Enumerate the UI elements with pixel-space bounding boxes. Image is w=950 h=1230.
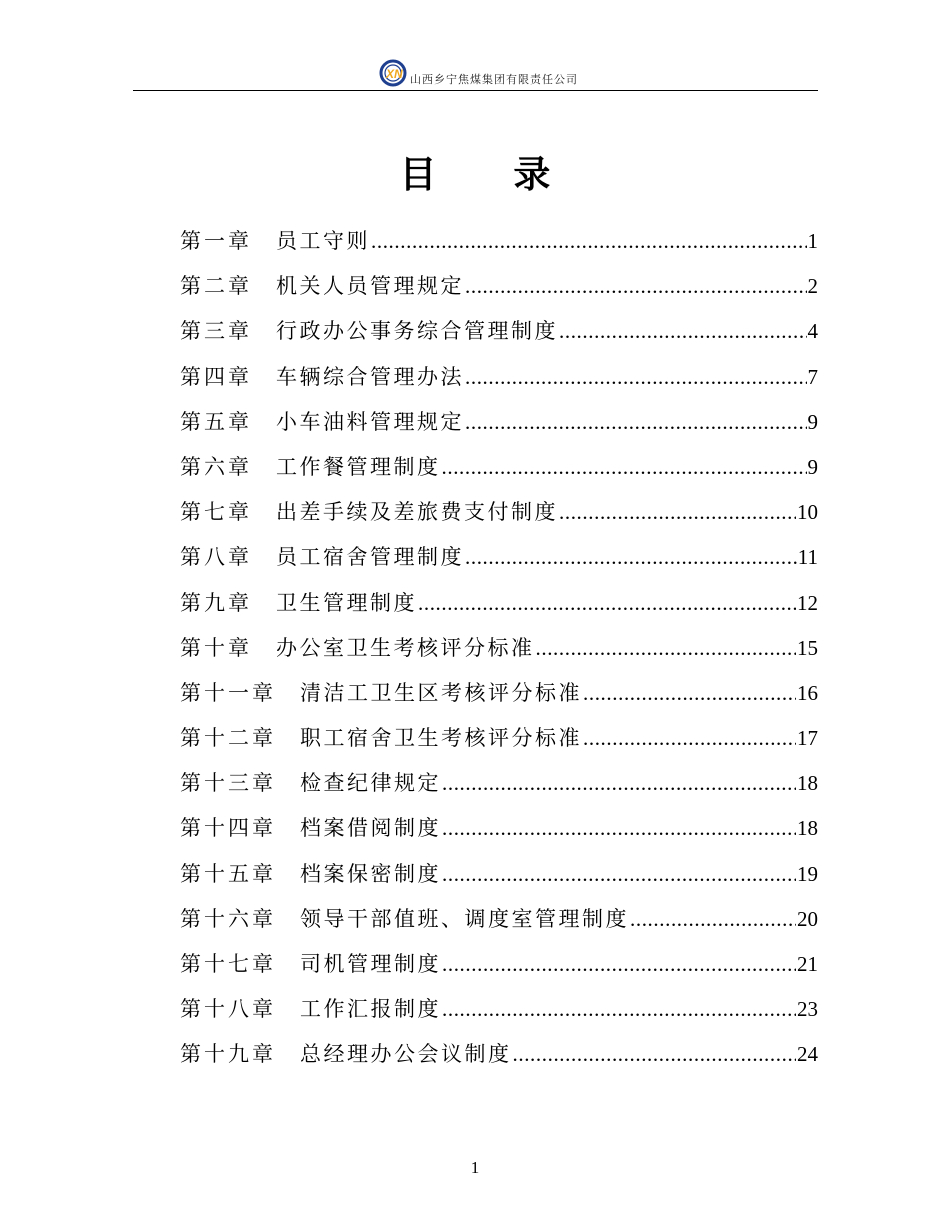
toc-dot-leader bbox=[465, 267, 807, 305]
toc-chapter-number: 第十二章 bbox=[180, 726, 276, 751]
toc-entry[interactable] bbox=[180, 538, 818, 583]
toc-entry[interactable] bbox=[180, 403, 818, 448]
toc-entry[interactable] bbox=[180, 267, 818, 312]
toc-chapter-title: 行政办公事务综合管理制度 bbox=[276, 319, 558, 344]
toc-entry[interactable] bbox=[180, 493, 818, 538]
toc-dot-leader bbox=[465, 403, 807, 441]
toc-chapter-title: 档案保密制度 bbox=[300, 861, 441, 886]
toc-dot-leader bbox=[583, 674, 796, 712]
toc-page-number: 17 bbox=[797, 726, 818, 751]
toc-dot-leader bbox=[559, 312, 807, 350]
toc-chapter-number: 第六章 bbox=[180, 454, 252, 479]
toc-chapter-title: 工作汇报制度 bbox=[300, 997, 441, 1022]
toc-page-number: 18 bbox=[797, 816, 818, 841]
toc-chapter-number: 第十六章 bbox=[180, 906, 276, 931]
toc-dot-leader bbox=[559, 493, 796, 531]
toc-entry[interactable] bbox=[180, 764, 818, 809]
toc-chapter-title: 工作餐管理制度 bbox=[276, 454, 441, 479]
toc-chapter-number: 第十八章 bbox=[180, 997, 276, 1022]
toc-chapter-number: 第十五章 bbox=[180, 861, 276, 886]
toc-entry[interactable] bbox=[180, 312, 818, 357]
toc-entry[interactable] bbox=[180, 222, 818, 267]
header-brand bbox=[378, 58, 578, 88]
toc-dot-leader bbox=[465, 358, 807, 396]
toc-entry[interactable] bbox=[180, 719, 818, 764]
toc-chapter-number: 第十三章 bbox=[180, 771, 276, 796]
toc-chapter-title: 档案借阅制度 bbox=[300, 816, 441, 841]
toc-chapter-title: 卫生管理制度 bbox=[276, 590, 417, 615]
toc-page-number: 19 bbox=[797, 861, 818, 886]
toc-page-number: 21 bbox=[797, 952, 818, 976]
toc-page-number: 11 bbox=[797, 545, 818, 570]
toc-chapter-title: 领导干部值班、调度室管理制度 bbox=[300, 906, 629, 931]
toc-page-number: 9 bbox=[807, 409, 818, 434]
toc-dot-leader bbox=[442, 764, 796, 802]
toc-entry[interactable] bbox=[180, 855, 818, 900]
toc-page-number: 10 bbox=[797, 500, 818, 525]
toc-page-number: 1 bbox=[807, 229, 818, 253]
toc-chapter-title: 员工守则 bbox=[276, 229, 370, 253]
toc-page-number: 2 bbox=[807, 274, 818, 299]
toc-chapter-title: 员工宿舍管理制度 bbox=[276, 545, 464, 570]
toc-page-number: 7 bbox=[807, 364, 818, 389]
toc-dot-leader bbox=[583, 719, 796, 757]
toc-chapter-number: 第九章 bbox=[180, 590, 252, 615]
toc-chapter-number: 第十九章 bbox=[180, 1042, 276, 1067]
toc-chapter-title: 职工宿舍卫生考核评分标准 bbox=[300, 726, 582, 751]
toc-chapter-title: 总经理办公会议制度 bbox=[300, 1042, 512, 1067]
toc-dot-leader bbox=[442, 855, 796, 893]
toc-entry[interactable] bbox=[180, 990, 818, 1035]
page-header bbox=[133, 56, 818, 91]
toc-chapter-title: 机关人员管理规定 bbox=[276, 274, 464, 299]
toc-chapter-number: 第七章 bbox=[180, 500, 252, 525]
toc-chapter-number: 第十一章 bbox=[180, 680, 276, 705]
toc-page-number: 15 bbox=[797, 635, 818, 660]
toc-dot-leader bbox=[442, 990, 796, 1028]
toc-dot-leader bbox=[371, 222, 807, 260]
toc-chapter-number: 第三章 bbox=[180, 319, 252, 344]
toc-page-number: 23 bbox=[797, 997, 818, 1022]
toc-chapter-number: 第十四章 bbox=[180, 816, 276, 841]
toc-chapter-title: 小车油料管理规定 bbox=[276, 409, 464, 434]
toc-dot-leader bbox=[418, 584, 796, 622]
toc-chapter-title: 清洁工卫生区考核评分标准 bbox=[300, 680, 582, 705]
toc-chapter-number: 第二章 bbox=[180, 274, 252, 299]
toc-page-number: 4 bbox=[807, 319, 818, 344]
toc-page-number: 18 bbox=[797, 771, 818, 796]
page-title: 目 录 bbox=[399, 152, 583, 196]
toc-dot-leader bbox=[442, 809, 796, 847]
toc-page-number: 9 bbox=[807, 454, 818, 479]
table-of-contents bbox=[180, 222, 818, 1081]
toc-entry[interactable] bbox=[180, 448, 818, 493]
page-number: 1 bbox=[470, 1158, 480, 1177]
toc-chapter-title: 办公室卫生考核评分标准 bbox=[276, 635, 535, 660]
toc-page-number: 20 bbox=[797, 906, 818, 931]
toc-chapter-title: 检查纪律规定 bbox=[300, 771, 441, 796]
toc-entry[interactable] bbox=[180, 358, 818, 403]
toc-entry[interactable] bbox=[180, 1035, 818, 1080]
toc-dot-leader bbox=[630, 900, 796, 938]
toc-entry[interactable] bbox=[180, 900, 818, 945]
toc-chapter-title: 车辆综合管理办法 bbox=[276, 364, 464, 389]
toc-chapter-title: 出差手续及差旅费支付制度 bbox=[276, 500, 558, 525]
toc-chapter-number: 第一章 bbox=[180, 229, 252, 253]
toc-dot-leader bbox=[465, 538, 797, 576]
toc-dot-leader bbox=[513, 1035, 797, 1073]
toc-entry[interactable] bbox=[180, 674, 818, 719]
svg-text:XN: XN bbox=[386, 67, 403, 81]
toc-page-number: 16 bbox=[797, 680, 818, 705]
toc-chapter-number: 第五章 bbox=[180, 409, 252, 434]
toc-entry[interactable] bbox=[180, 629, 818, 674]
toc-chapter-number: 第十七章 bbox=[180, 952, 276, 976]
toc-chapter-title: 司机管理制度 bbox=[300, 952, 441, 976]
toc-chapter-number: 第十章 bbox=[180, 635, 252, 660]
toc-dot-leader bbox=[442, 945, 796, 983]
toc-dot-leader bbox=[536, 629, 797, 667]
company-logo-icon bbox=[378, 58, 408, 88]
company-name: 山西乡宁焦煤集团有限责任公司 bbox=[410, 73, 578, 86]
toc-entry[interactable] bbox=[180, 809, 818, 854]
toc-chapter-number: 第八章 bbox=[180, 545, 252, 570]
toc-page-number: 24 bbox=[797, 1042, 818, 1067]
toc-entry[interactable] bbox=[180, 584, 818, 629]
toc-entry[interactable] bbox=[180, 945, 818, 990]
toc-page-number: 12 bbox=[797, 590, 818, 615]
toc-dot-leader bbox=[442, 448, 807, 486]
toc-chapter-number: 第四章 bbox=[180, 364, 252, 389]
